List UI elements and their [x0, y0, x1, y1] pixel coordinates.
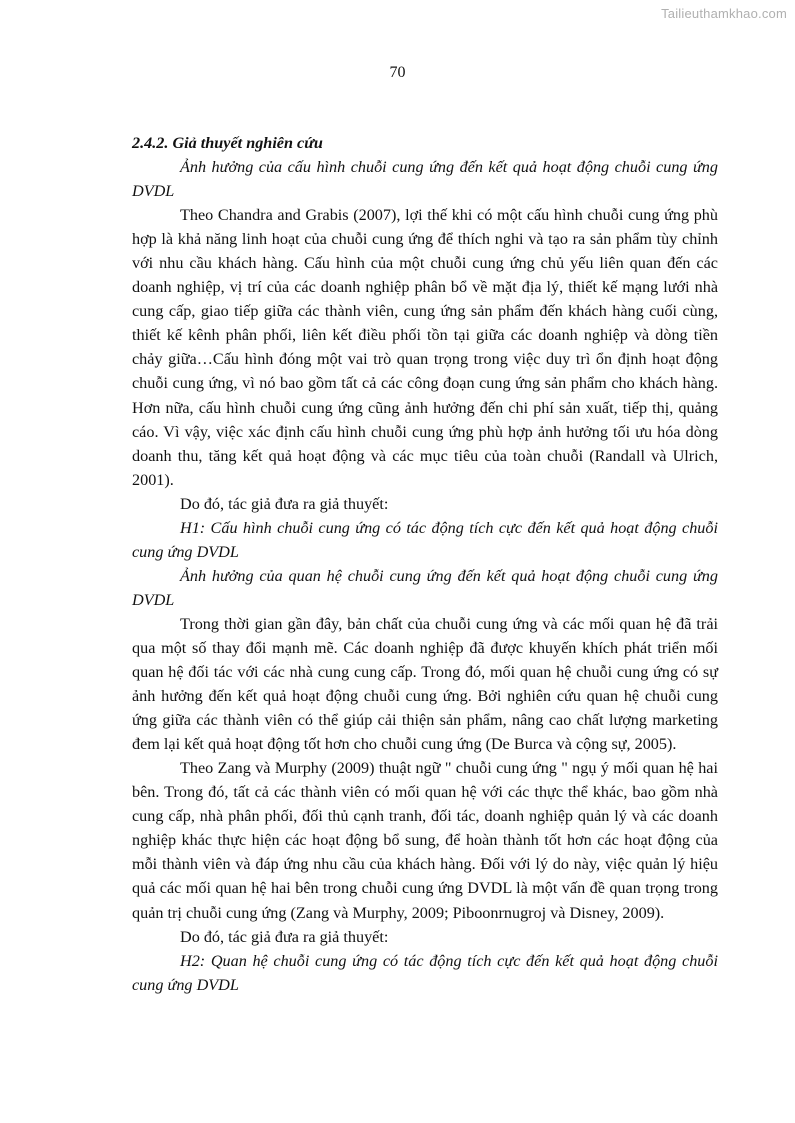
watermark: Tailieuthamkhao.com [661, 6, 787, 21]
paragraph-2: Trong thời gian gần đây, bản chất của chuỗi cung ứng và các mối quan hệ đã trải qua một số thay đổi mạnh mẽ. Các doanh nghiệp đã được khuyến khích phát triển mối quan hệ đối tác với các nhà cung cung cấp. Trong đó, mối quan hệ chuỗi cung ứng có sự ảnh hưởng đến kết quả hoạt động chuỗi cung ứng. Bởi nghiên cứu quan hệ chuỗi cung ứng giữa các thành viên có thể giúp cải thiện sản phẩm, nâng cao chất lượng marketing đem lại kết quả hoạt động tốt hơn cho chuỗi cung ứng (De Burca và cộng sự, 2005). [132, 614, 718, 754]
section-heading: 2.4.2. Giả thuyết nghiên cứu [132, 134, 323, 152]
subsection-title-2: Ảnh hưởng của quan hệ chuỗi cung ứng đến kết quả hoạt động chuỗi cung ứng DVDL [132, 566, 718, 609]
paragraph-1: Theo Chandra and Grabis (2007), lợi thế khi có một cấu hình chuỗi cung ứng phù hợp là khả năng linh hoạt của chuỗi cung ứng để thích nghi và tạo ra sản phẩm tùy chỉnh với nhu cầu khách hàng. Cấu hình của một chuỗi cung ứng chủ yếu liên quan đến các doanh nghiệp, vị trí của các doanh nghiệp phân bổ về mặt địa lý, thiết kế mạng lưới nhà cung cấp, giao tiếp giữa các thành viên, cung ứng sản phẩm đến khách hàng cuối cùng, thiết kế kênh phân phối, liên kết điều phối tồn tại giữa các doanh nghiệp và dòng tiền chảy giữa…Cấu hình đóng một vai trò quan trọng trong việc duy trì ổn định hoạt động chuỗi cung ứng, vì nó bao gồm tất cả các công đoạn cung ứng sản phẩm cho khách hàng. Hơn nữa, cấu hình chuỗi cung ứng cũng ảnh hưởng đến chi phí sản xuất, tiếp thị, quảng cáo. Vì vậy, việc xác định cấu hình chuỗi cung ứng phù hợp ảnh hưởng tối ưu hóa dòng doanh thu, tăng kết quả hoạt động và các mục tiêu của toàn chuỗi (Randall và Ulrich, 2001). [132, 206, 718, 489]
document-body [132, 131, 718, 997]
subsection-title-1: Ảnh hưởng của cấu hình chuỗi cung ứng đến kết quả hoạt động chuỗi cung ứng DVDL [132, 158, 718, 201]
hypothesis-h1: H1: Cấu hình chuỗi cung ứng có tác động tích cực đến kết quả hoạt động chuỗi cung ứng DVDL [132, 518, 718, 561]
hypothesis-lead-1: Do đó, tác giả đưa ra giả thuyết: [180, 494, 389, 513]
page-number: 70 [389, 64, 406, 81]
paragraph-3: Theo Zang và Murphy (2009) thuật ngữ " chuỗi cung ứng " ngụ ý mối quan hệ hai bên. Trong đó, tất cả các thành viên có mối quan hệ với các thực thể khác, bao gồm nhà cung cấp, nhà phân phối, đối thủ cạnh tranh, đối tác, doanh nghiệp quản lý và các doanh nghiệp khác thực hiện các hoạt động bổ sung, để hoàn thành tốt hơn các hoạt động của mỗi thành viên và đáp ứng nhu cầu của khách hàng. Đối với lý do này, việc quản lý hiệu quả các mối quan hệ hai bên trong chuỗi cung ứng DVDL là một vấn đề quan trọng trong quản trị chuỗi cung ứng (Zang và Murphy, 2009; Piboonrnugroj và Disney, 2009). [132, 759, 718, 922]
hypothesis-lead-2: Do đó, tác giả đưa ra giả thuyết: [180, 927, 389, 946]
hypothesis-h2: H2: Quan hệ chuỗi cung ứng có tác động tích cực đến kết quả hoạt động chuỗi cung ứng DVDL [132, 951, 718, 994]
